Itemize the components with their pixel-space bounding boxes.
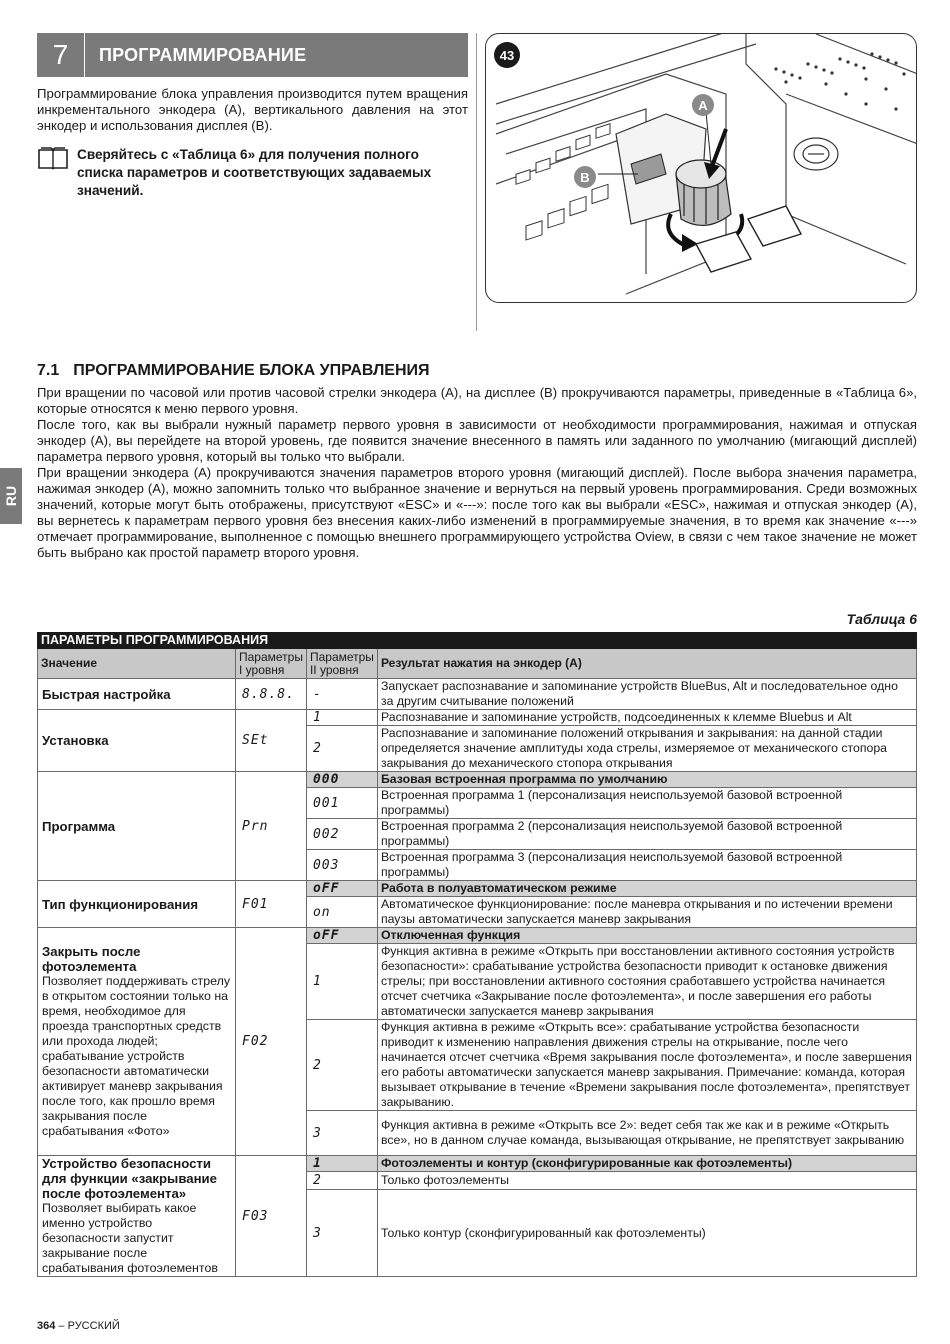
section-number: 7 xyxy=(37,33,85,77)
result-text: Только контур (сконфигурированный как фотоэлементы) xyxy=(377,1190,916,1277)
note-text: Сверяйтесь с «Таблица 6» для получения полного списка параметров и соответствующих задаваемых значений. xyxy=(77,147,432,198)
page-footer xyxy=(37,1320,120,1332)
paragraph: При вращении по часовой или против часовой стрелки энкодера (A), на дисплее (B) прокручиваются параметры, приведенные в «Таблица 6», которые относятся к меню первого уровня. xyxy=(37,385,917,416)
page-number: 364 xyxy=(37,1320,56,1332)
table-title: ПАРАМЕТРЫ ПРОГРАММИРОВАНИЯ xyxy=(38,633,917,649)
table-row xyxy=(38,928,917,944)
result-text: Фотоэлементы и контур (сконфигурированные как фотоэлементы) xyxy=(377,1156,916,1172)
figure-43 xyxy=(485,33,917,303)
book-icon xyxy=(37,146,69,170)
figure-number-badge xyxy=(494,42,520,68)
intro-text: Программирование блока управления производится путем вращения инкрементального энкодера (A), вертикального давления на этот энкодер и использования дисплея (B). xyxy=(37,86,468,133)
level2-value: 1 xyxy=(306,944,377,1020)
parameter-title: Устройство безопасности для функции «закрывание после фотоэлемента» xyxy=(42,1156,217,1201)
parameter-name xyxy=(38,679,236,710)
level2-value: 3 xyxy=(306,1111,377,1156)
label-b: B xyxy=(580,169,590,185)
parameters-table xyxy=(37,632,917,1277)
level2-value: 2 xyxy=(306,1172,377,1190)
result-text: Функция активна в режиме «Открыть все»: срабатывание устройства безопасности приводит к изменению направления движения стрелы на открывание, после чего начинается отсчет счетчика «Время закрывания после фотоэлемента», и после завершения его работы автоматически запускается маневр закрывания. Примечание: команда, которая вызывает открывание в течение «Времени закрывания после фотоэлемента», препятствует закрыванию. xyxy=(377,1020,916,1111)
level2-value: 003 xyxy=(306,850,377,881)
level2-value: 2 xyxy=(306,726,377,772)
result-text: Отключенная функция xyxy=(377,928,916,944)
parameter-name xyxy=(38,928,236,1156)
level2-value: 3 xyxy=(306,1190,377,1277)
level1-code: F02 xyxy=(236,928,307,1156)
result-text: Встроенная программа 1 (персонализация неиспользуемой базовой встроенной программы) xyxy=(377,788,916,819)
parameter-description: Позволяет выбирать какое именно устройство безопасности запустит закрывание после срабатывания фотоэлементов xyxy=(42,1201,218,1275)
parameter-name xyxy=(38,1156,236,1277)
level2-value: 1 xyxy=(306,1156,377,1172)
table-row xyxy=(38,772,917,788)
label-a-marker xyxy=(692,94,714,116)
paragraph: После того, как вы выбрали нужный параметр первого уровня в зависимости от необходимости программирования, нажимая и отпуская энкодер (A), вы перейдете на второй уровень, где появится значение внесенного в память или заданного по умолчанию (мигающий дисплей) параметра первого уровня, который вы только что выбрали. xyxy=(37,417,917,464)
parameter-title: Быстрая настройка xyxy=(42,686,171,702)
control-unit-illustration xyxy=(486,34,917,303)
column-divider xyxy=(476,33,477,331)
level2-value: oFF xyxy=(306,881,377,897)
subsection-number: 7.1 xyxy=(37,362,60,379)
level2-value: - xyxy=(306,679,377,710)
parameter-title: Закрыть после фотоэлемента xyxy=(42,944,141,974)
result-text: Встроенная программа 2 (персонализация неиспользуемой базовой встроенной программы) xyxy=(377,819,916,850)
level1-code: F03 xyxy=(236,1156,307,1277)
result-text: Встроенная программа 3 (персонализация неиспользуемой базовой встроенной программы) xyxy=(377,850,916,881)
result-text: Только фотоэлементы xyxy=(377,1172,916,1190)
parameter-name xyxy=(38,710,236,772)
section-title: ПРОГРАММИРОВАНИЕ xyxy=(99,44,307,65)
parameter-title: Установка xyxy=(42,733,109,748)
level1-code: Prn xyxy=(236,772,307,881)
result-text: Запускает распознавание и запоминание устройств BlueBus, Alt и последовательное одно за другим считывание положений xyxy=(377,679,916,710)
level1-code: 8.8.8. xyxy=(236,679,307,710)
parameter-name xyxy=(38,881,236,928)
level1-code: SEt xyxy=(236,710,307,772)
table-caption: Таблица 6 xyxy=(846,611,917,627)
result-text: Функция активна в режиме «Открыть все 2»: ведет себя так же как и в режиме «Открыть все», но в данном случае команда, вызывающая открывание, не препятствует закрыванию xyxy=(377,1111,916,1156)
result-text: Функция активна в режиме «Открыть при восстановлении активного состояния устройств безопасности»: срабатывание устройства безопасности приводит к остановке движения стрелы; при восстановлении активного состояния сработавшего устройства начинается отсчет счетчика «Закрывание после фотоэлемента», и после завершения его работы автоматически запускается маневр закрывания xyxy=(377,944,916,1020)
figure-number: 43 xyxy=(499,47,515,63)
result-text: Автоматическое функционирование: после маневра открывания и по истечении времени паузы автоматически запускается маневр закрывания xyxy=(377,897,916,928)
result-text: Распознавание и запоминание положений открывания и закрывания: на данной стадии определяется значение амплитуды хода стрелы, измеряемое от механического стопора закрывания до механического стопора открывания xyxy=(377,726,916,772)
result-text: Работа в полуавтоматическом режиме xyxy=(377,881,916,897)
subsection-heading xyxy=(37,362,430,380)
parameter-title: Программа xyxy=(42,818,116,834)
level2-value: on xyxy=(306,897,377,928)
footer-language: – РУССКИЙ xyxy=(58,1320,120,1332)
label-a: A xyxy=(698,97,708,113)
level1-code: F01 xyxy=(236,881,307,928)
parameter-description: Позволяет поддерживать стрелу в открытом состоянии только на время, необходимое для проезда транспортных средств или прохода людей; срабатывание устройств безопасности автоматически активирует маневр закрывания после того, как прошло время закрывания после срабатывания «Фото» xyxy=(42,974,231,1138)
parameter-title: Тип функционирования xyxy=(42,896,199,912)
level2-value: 2 xyxy=(306,1020,377,1111)
table-row xyxy=(38,1156,917,1172)
header-result: Результат нажатия на энкодер (A) xyxy=(377,649,916,679)
label-b-marker xyxy=(574,166,596,188)
level2-value: 001 xyxy=(306,788,377,819)
header-value: Значение xyxy=(38,649,236,679)
section-header xyxy=(37,33,468,77)
header-level1: Параметры I уровня xyxy=(236,649,307,679)
result-text: Базовая встроенная программа по умолчанию xyxy=(377,772,916,788)
level2-value: oFF xyxy=(306,928,377,944)
language-tab: RU xyxy=(0,468,22,524)
result-text: Распознавание и запоминание устройств, подсоединенных к клемме Bluebus и Alt xyxy=(377,710,916,726)
table-row xyxy=(38,881,917,897)
paragraph: При вращении энкодера (A) прокручиваются значения параметров второго уровня (мигающий дисплей). После выбора значения параметра, нажимая энкодер (A), можно запомнить только что выбранное значение и вернуться на первый уровень программирования. Среди возможных значений, которые могут быть отображены, присутствуют «ESC» и «---»: после того как вы выбрали «ESC», нажимая и отпуская энкодер (A), вы вернетесь к параметрам первого уровня без внесения каких-либо изменений в программируемые значения, в то время как значение «---» отмечает программирование, выполненное с помощью внешнего программирующего устройства Oview, в связи с чем такое значение не может быть выбрано как простой параметр второго уровня. xyxy=(37,465,917,560)
table-row xyxy=(38,710,917,726)
parameter-name xyxy=(38,772,236,881)
body-text xyxy=(37,385,917,561)
level2-value: 1 xyxy=(306,710,377,726)
level2-value: 002 xyxy=(306,819,377,850)
note xyxy=(37,146,468,200)
table-row xyxy=(38,679,917,710)
level2-value: 000 xyxy=(306,772,377,788)
header-level2: Параметры II уровня xyxy=(306,649,377,679)
subsection-title: ПРОГРАММИРОВАНИЕ БЛОКА УПРАВЛЕНИЯ xyxy=(73,362,430,379)
